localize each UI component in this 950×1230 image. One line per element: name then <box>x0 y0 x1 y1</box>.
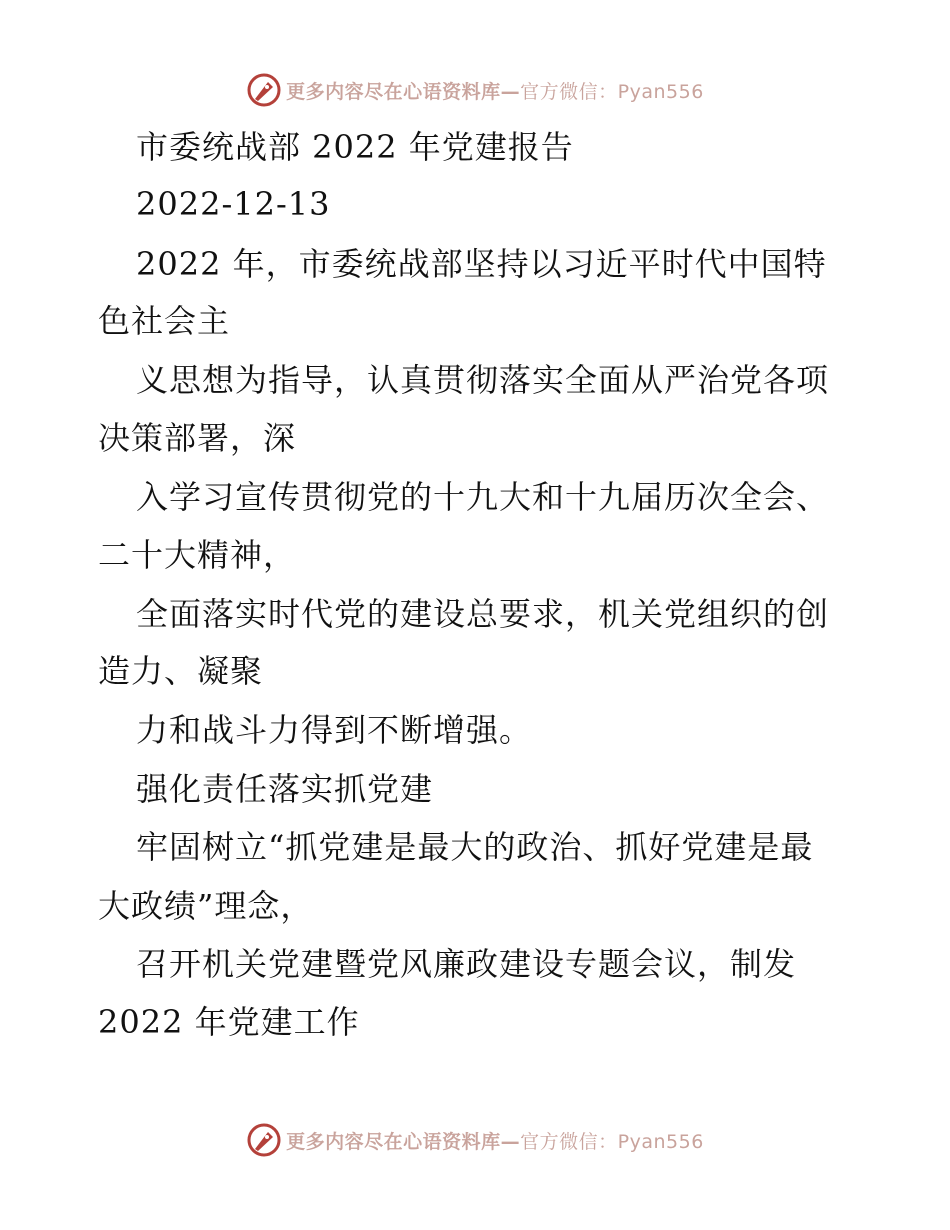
watermark-slogan: 更多内容尽在心语资料库 <box>286 1130 501 1153</box>
watermark-separator: — <box>500 80 521 103</box>
document-date: 2022-12-13 <box>136 185 331 223</box>
paragraph-line: 力和战斗力得到不断增强。 <box>136 711 533 749</box>
watermark-text <box>286 1127 704 1154</box>
paragraph-line: 全面落实时代党的建设总要求，机关党组织的创 <box>136 595 830 633</box>
paragraph-line: 二十大精神， <box>98 536 297 574</box>
footer-watermark <box>0 1118 950 1162</box>
paragraph-line: 召开机关党建暨党风廉政建设专题会议，制发 <box>136 945 797 983</box>
paragraph-line: 义思想为指导，认真贯彻落实全面从严治党各项 <box>136 361 830 399</box>
paragraph-line: 决策部署，深 <box>98 419 297 457</box>
paragraph-line: 色社会主 <box>98 302 231 340</box>
paragraph-line: 入学习宣传贯彻党的十九大和十九届历次全会、 <box>136 478 830 516</box>
paragraph-line: 2022 年党建工作 <box>98 1003 360 1041</box>
watermark-separator: — <box>500 1130 521 1153</box>
paragraph-line: 大政绩”理念， <box>98 887 314 925</box>
pen-nib-logo-icon <box>246 1122 282 1158</box>
paragraph-line: 2022 年，市委统战部坚持以习近平时代中国特 <box>136 245 827 283</box>
watermark-slogan: 更多内容尽在心语资料库 <box>286 80 501 103</box>
paragraph-line: 造力、凝聚 <box>98 652 264 690</box>
watermark-wechat: 官方微信：Pyan556 <box>520 80 704 103</box>
document-title: 市委统战部 2022 年党建报告 <box>136 128 574 166</box>
section-heading: 强化责任落实抓党建 <box>136 770 434 808</box>
paragraph-line: 牢固树立“抓党建是最大的政治、抓好党建是最 <box>136 828 814 866</box>
watermark-wechat: 官方微信：Pyan556 <box>520 1130 704 1153</box>
